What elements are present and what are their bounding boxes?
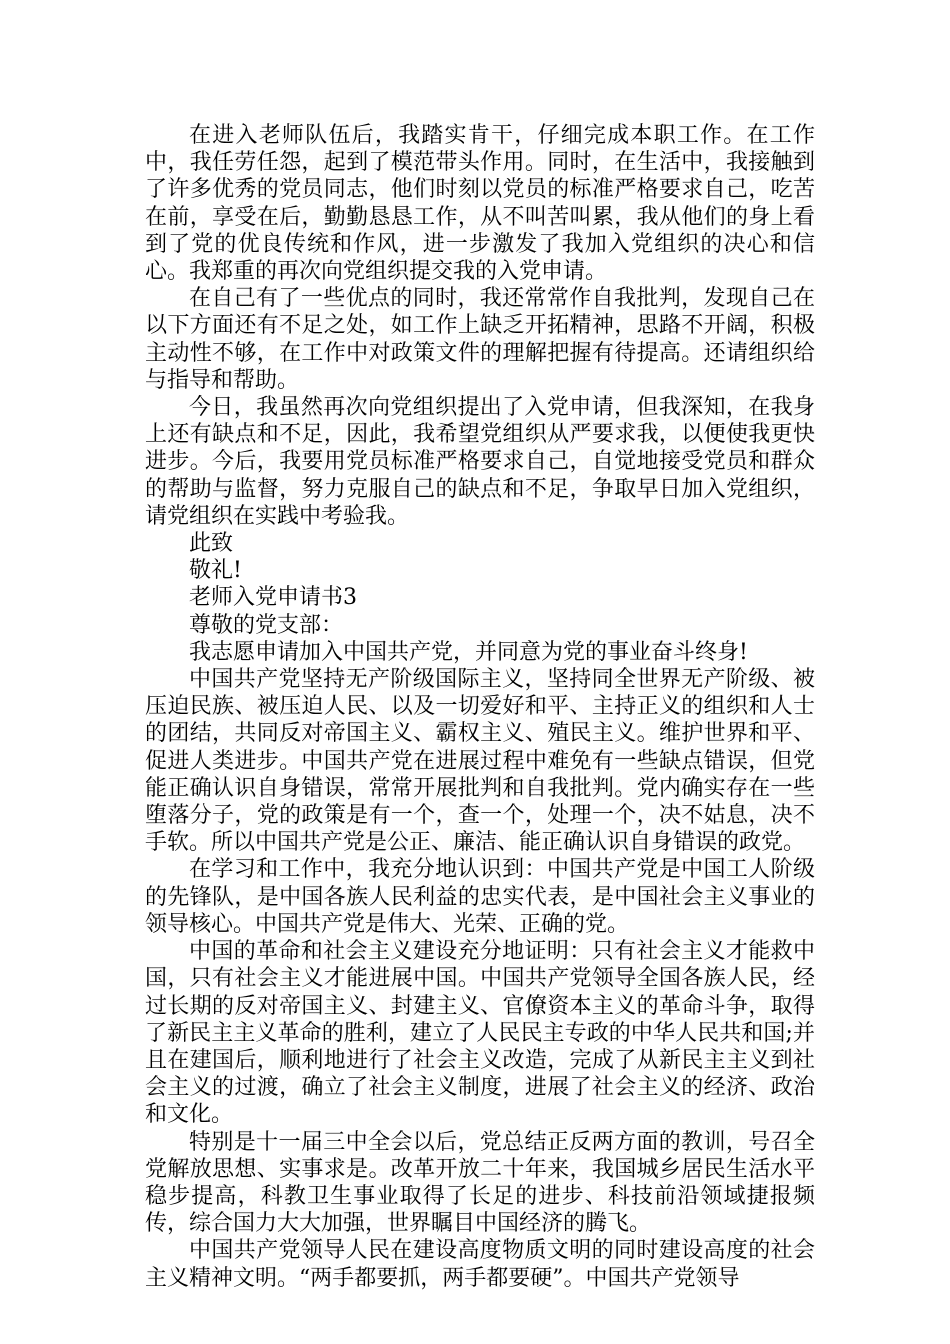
document-body [145,122,815,1292]
paragraph: 特别是十一届三中全会以后，党总结正反两方面的教训，号召全党解放思想、实事求是。改革开放二十年来，我国城乡居民生活水平稳步提高，科教卫生事业取得了长足的进步、科技前沿领域捷报频传，综合国力大大加强，世界瞩目中国经济的腾飞。 [145,1129,815,1237]
paragraph: 在进入老师队伍后，我踏实肯干，仔细完成本职工作。在工作中，我任劳任怨，起到了模范带头作用。同时，在生活中，我接触到了许多优秀的党员同志，他们时刻以党员的标准严格要求自己，吃苦在前，享受在后，勤勤恳恳工作，从不叫苦叫累，我从他们的身上看到了党的优良传统和作风，进一步激发了我加入党组织的决心和信心。我郑重的再次向党组织提交我的入党申请。 [145,123,815,285]
salutation-regards: 敬礼! [189,558,242,584]
addressee: 尊敬的党支部： [189,612,344,638]
section-title: 老师入党申请书3 [189,585,357,611]
paragraph: 在学习和工作中，我充分地认识到：中国共产党是中国工人阶级的先锋队，是中国各族人民利益的忠实代表，是中国社会主义事业的领导核心。中国共产党是伟大、光荣、正确的党。 [145,857,815,937]
paragraph: 我志愿申请加入中国共产党，并同意为党的事业奋斗终身! [189,639,748,665]
paragraph: 中国共产党领导人民在建设高度物质文明的同时建设高度的社会主义精神文明。“两手都要抓，两手都要硬”。中国共产党领导 [145,1238,815,1291]
salutation-closing: 此致 [189,531,234,557]
paragraph: 在自己有了一些优点的同时，我还常常作自我批判，发现自己在以下方面还有不足之处，如工作上缺乏开拓精神，思路不开阔，积极主动性不够，在工作中对政策文件的理解把握有待提高。还请组织给与指导和帮助。 [145,286,815,393]
paragraph: 中国的革命和社会主义建设充分地证明：只有社会主义才能救中国，只有社会主义才能进展中国。中国共产党领导全国各族人民，经过长期的反对帝国主义、封建主义、官僚资本主义的革命斗争，取得了新民主主义革命的胜利，建立了人民民主专政的中华人民共和国;并且在建国后，顺利地进行了社会主义改造，完成了从新民主主义到社会主义的过渡，确立了社会主义制度，进展了社会主义的经济、政治和文化。 [145,939,815,1128]
paragraph: 今日，我虽然再次向党组织提出了入党申请，但我深知，在我身上还有缺点和不足，因此，我希望党组织从严要求我，以便使我更快进步。今后，我要用党员标准严格要求自己，自觉地接受党员和群众的帮助与监督，努力克服自己的缺点和不足，争取早日加入党组织，请党组织在实践中考验我。 [145,395,815,529]
paragraph: 中国共产党坚持无产阶级国际主义，坚持同全世界无产阶级、被压迫民族、被压迫人民、以及一切爱好和平、主持正义的组织和人士的团结，共同反对帝国主义、霸权主义、殖民主义。维护世界和平、促进人类进步。中国共产党在进展过程中难免有一些缺点错误，但党能正确认识自身错误，常常开展批判和自我批判。党内确实存在一些堕落分子，党的政策是有一个，查一个，处理一个，决不姑息，决不手软。所以中国共产党是公正、廉洁、能正确认识自身错误的政党。 [145,667,815,856]
